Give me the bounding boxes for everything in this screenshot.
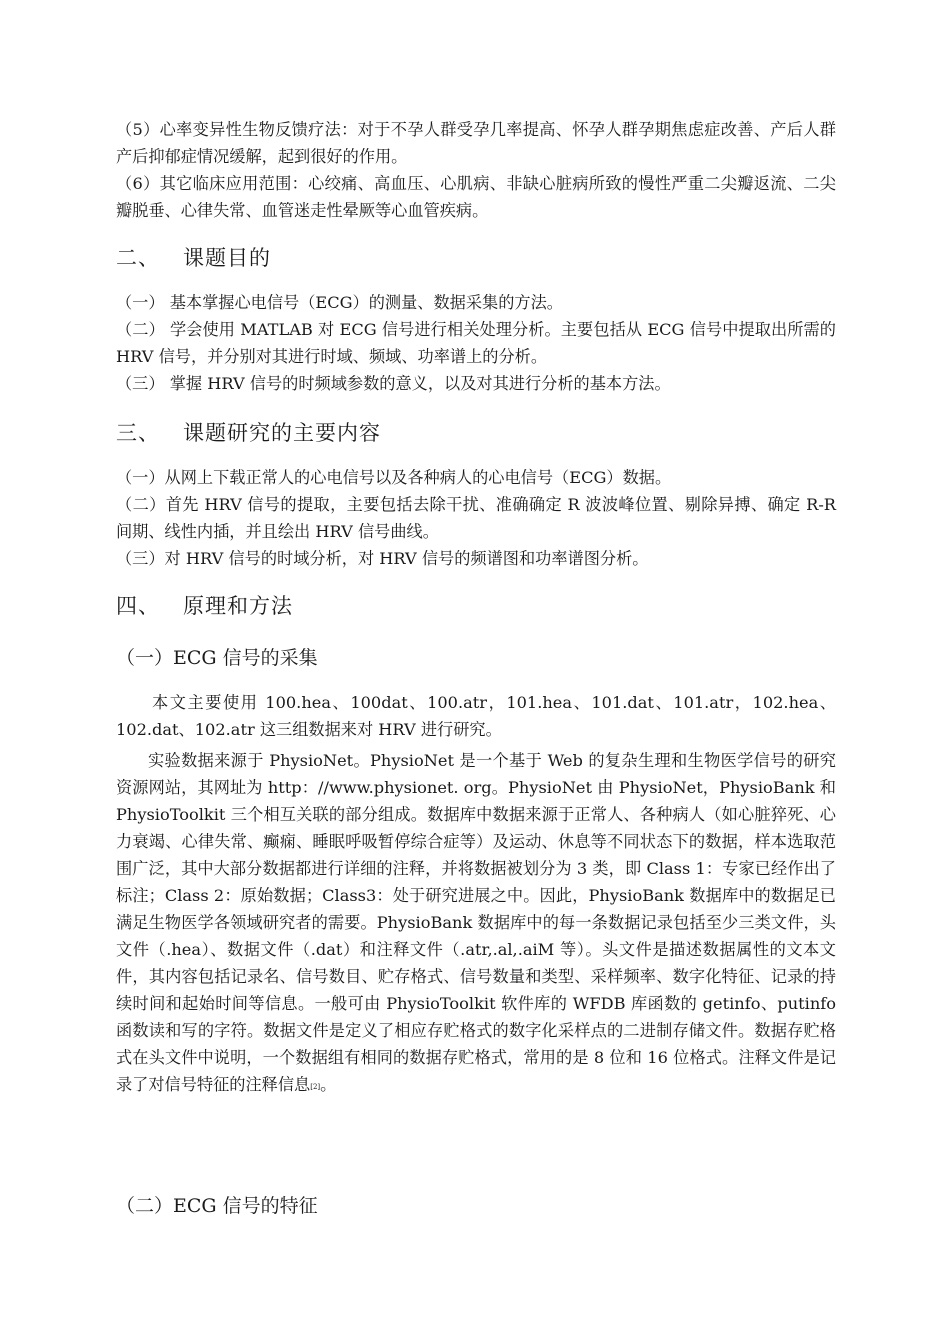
section-2-list: [116, 289, 836, 397]
section-2-heading: 二、 课题目的: [116, 246, 272, 270]
paragraph-end-mark: 。: [320, 1075, 337, 1094]
section-4: [116, 591, 836, 621]
subsection-1: [116, 644, 836, 672]
paragraph-physionet: [116, 747, 836, 1101]
paragraph-physionet-text: 实验数据来源于 PhysioNet。PhysioNet 是一个基于 Web 的复杂生理和生物医学信号的研究资源网站，其网址为 http：//www.physionet. org。PhysioNet 由 PhysioNet，PhysioBank 和 PhysioToolkit 三个相互关联的部分组成。数据库中数据来源于正常人、各种病人（如心脏猝死、心力衰竭、心律失常、癫痫、睡眠呼吸暂停综合症等）及运动、休息等不同状态下的数据，样本选取范围广泛，其中大部分数据都进行详细的注释，并将数据被划分为 3 类，即 Class 1：专家已经作出了标注；Class 2：原始数据；Class3：处于研究进展之中。因此，PhysioBank 数据库中的数据足已满足生物医学各领域研究者的需要。PhysioBank 数据库中的每一条数据记录包括至少三类文件，头文件（.hea）、数据文件（.dat）和注释文件（.atr,.al,.aiM 等）。头文件是描述数据属性的文本文件，其内容包括记录名、信号数目、贮存格式、信号数量和类型、采样频率、数字化特征、记录的持续时间和起始时间等信息。一般可由 PhysioToolkit 软件库的 WFDB 库函数的 getinfo、putinfo 函数读和写的字符。数据文件是定义了相应存贮格式的数字化采样点的二进制存储文件。数据存贮格式在头文件中说明，一个数据组有相同的数据存贮格式，常用的是 8 位和 16 位格式。注释文件是记录了对信号特征的注释信息: [116, 751, 836, 1094]
section-3-item: （二）首先 HRV 信号的提取，主要包括去除干扰、准确确定 R 波波峰位置、剔除异搏、确定 R-R 间期、线性内插，并且绘出 HRV 信号曲线。: [116, 495, 836, 541]
section-2-item: （二） 学会使用 MATLAB 对 ECG 信号进行相关处理分析。主要包括从 ECG 信号中提取出所需的 HRV 信号，并分别对其进行时域、频域、功率谱上的分析。: [116, 320, 836, 366]
intro-item-6: （6）其它临床应用范围：心绞痛、高血压、心肌病、非缺心脏病所致的慢性严重二尖瓣返流、二尖瓣脱垂、心律失常、血管迷走性晕厥等心血管疾病。: [116, 174, 836, 220]
subsection-2-title: （二）ECG 信号的特征: [116, 1195, 318, 1217]
section-2: [116, 243, 836, 273]
subsection-2: [116, 1192, 836, 1220]
section-3-heading: 三、 课题研究的主要内容: [116, 421, 382, 445]
section-3-item: （一）从网上下载正常人的心电信号以及各种病人的心电信号（ECG）数据。: [116, 468, 672, 487]
section-3-item: （三）对 HRV 信号的时域分析，对 HRV 信号的频谱图和功率谱图分析。: [116, 549, 649, 568]
citation-ref: [2]: [310, 1083, 321, 1091]
section-3-list: [116, 464, 836, 572]
intro-list: [116, 116, 836, 224]
paragraph-data-files: 本文主要使用 100.hea、100dat、100.atr，101.hea、101.dat、101.atr，102.hea、102.dat、102.atr 这三组数据来对 HRV 进行研究。: [116, 693, 836, 739]
subsection-1-title: （一）ECG 信号的采集: [116, 647, 318, 669]
section-2-item: （三） 掌握 HRV 信号的时频域参数的意义，以及对其进行分析的基本方法。: [116, 374, 671, 393]
section-2-item: （一） 基本掌握心电信号（ECG）的测量、数据采集的方法。: [116, 293, 563, 312]
section-3: [116, 418, 836, 448]
intro-item-5: （5）心率变异性生物反馈疗法：对于不孕人群受孕几率提高、怀孕人群孕期焦虑症改善、产后人群产后抑郁症情况缓解，起到很好的作用。: [116, 120, 836, 166]
subsection-1-body: [116, 689, 836, 1101]
section-4-heading: 四、 原理和方法: [116, 594, 294, 618]
